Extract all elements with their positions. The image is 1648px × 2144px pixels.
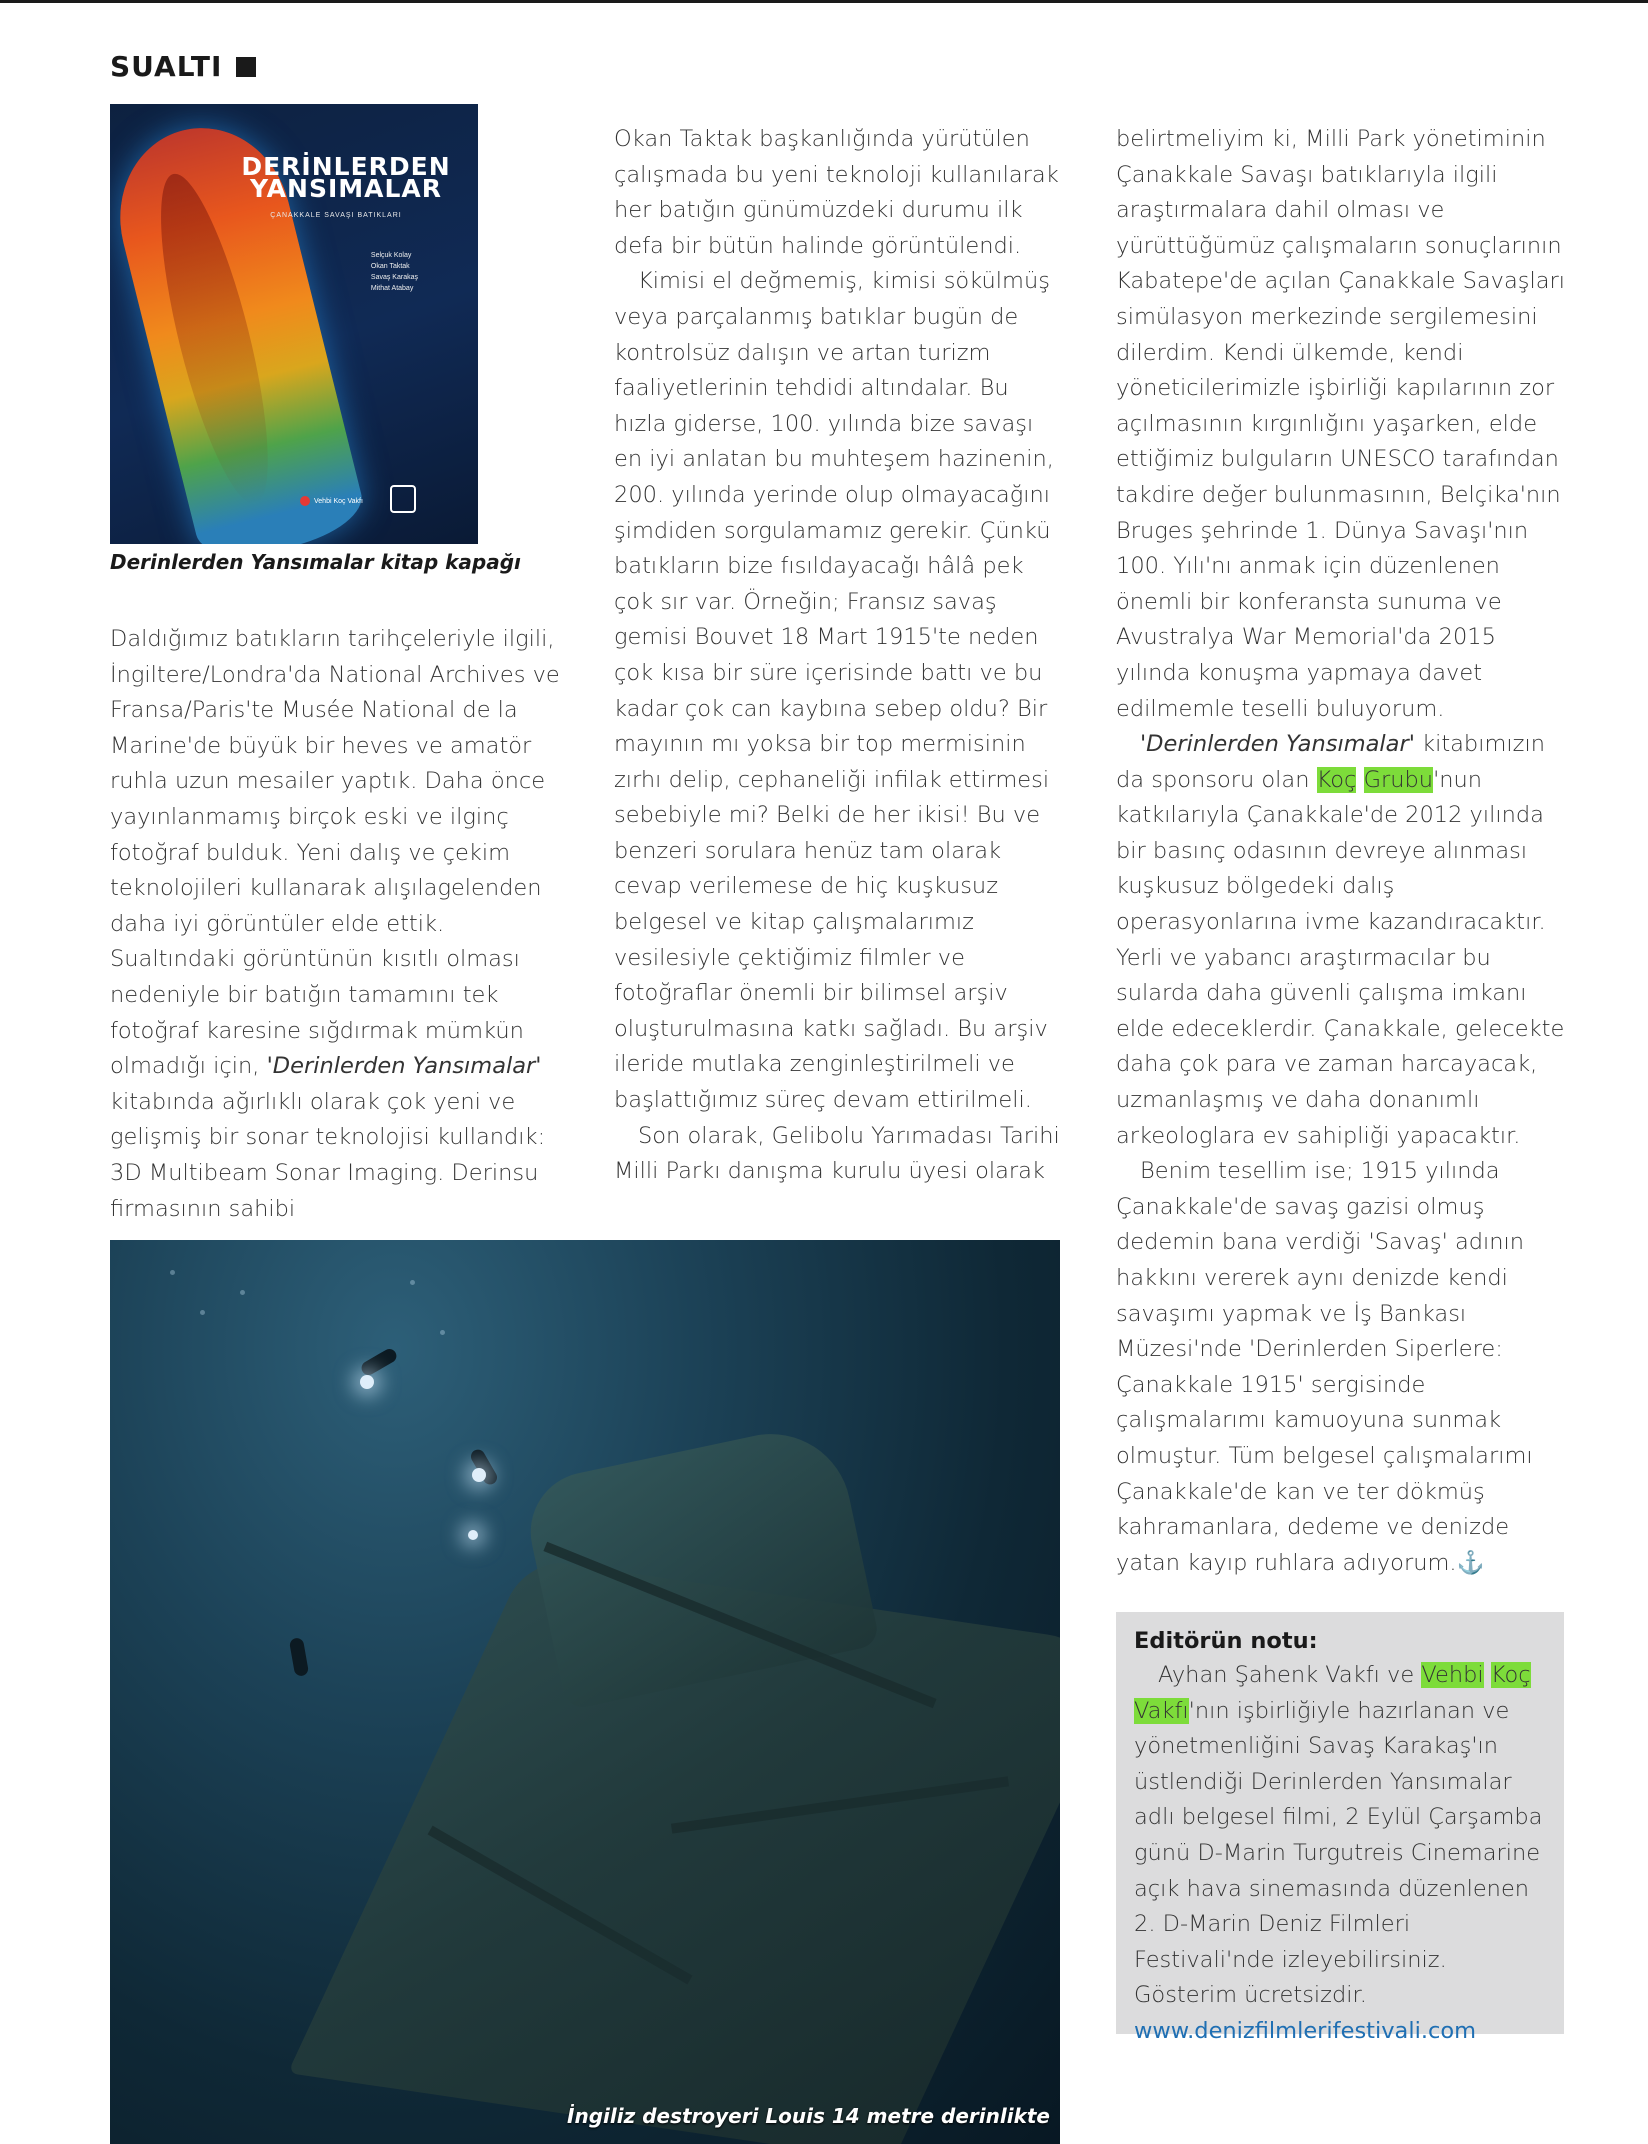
bubble xyxy=(170,1270,175,1275)
section-square-icon xyxy=(236,57,256,77)
highlight-space xyxy=(1356,767,1363,793)
column3-paragraph-3 xyxy=(1116,1154,1576,1581)
editor-note-text-b: 'nın işbirliğiyle hazırlanan ve yönetmenliğini Savaş Karakaş'ın üstlendiği Derinlerden Yansımalar adlı belgesel filmi, 2 Eylül Çarşamba günü D-Marin Turgutreis Cinemarine açık hava sinemasında düzenlenen 2. D-Marin Deniz Filmleri Festivali'nde izleyebilirsiniz. Gösterim ücretsizdir. xyxy=(1134,1697,1543,2009)
diver xyxy=(359,1346,399,1377)
editor-note-box xyxy=(1116,1612,1564,2044)
bubble xyxy=(410,1280,415,1285)
cover-author: Savaş Karakaş xyxy=(370,274,418,281)
column3-paragraph-2 xyxy=(1116,727,1576,1154)
cover-publisher-name: Vehbi Koç Vakfı xyxy=(314,497,363,505)
underwater-wreck-photo xyxy=(110,1240,1060,2144)
highlight-space xyxy=(1484,1662,1491,1688)
column1-paragraph xyxy=(110,622,560,1227)
diver xyxy=(289,1637,309,1677)
cover-author: Selçuk Kolay xyxy=(370,252,412,259)
editor-note-title: Editörün notu: xyxy=(1134,1628,1318,1654)
photo-caption: İngiliz destroyeri Louis 14 metre derinlikte xyxy=(567,2104,1050,2128)
bubble xyxy=(440,1330,445,1335)
cover-subtitle: ÇANAKKALE SAVAŞI BATIKLARI xyxy=(270,212,402,219)
diver-light xyxy=(472,1468,486,1482)
top-rule xyxy=(0,0,1648,3)
end-anchor-icon: ⚓ xyxy=(1456,1549,1485,1576)
diver xyxy=(468,1447,499,1487)
column3-paragraph-1: belirtmeliyim ki, Milli Park yönetiminin Çanakkale Savaşı batıklarıyla ilgili araştırmalara dahil olması ve yürüttüğümüz çalışmaların sonuçlarının Kabatepe'de açılan Çanakkale Savaşları simülasyon merkezinde sergilemesini dilerdim. Kendi ülkemde, kendi yöneticilerimizle işbirliği kapılarının zor açılmasının kırgınlığını yaşarken, elde ettiğimiz bulguların UNESCO tarafından takdire değer bulunmasının, Belçika'nın Bruges şehrinde 1. Dünya Savaşı'nın 100. Yılı'nı anmak için düzenlenen önemli bir konferansta sunuma ve Avustralya War Memorial'da 2015 yılında konuşma yapmaya davet edilmemle teselli buluyorum. xyxy=(1116,126,1566,722)
highlight-koc: Koç xyxy=(1316,766,1357,793)
column3-book-title: 'Derinlerden Yansımalar' xyxy=(1140,731,1415,758)
bubble xyxy=(200,1310,205,1315)
cover-partner-logo xyxy=(390,484,466,514)
cover-author: Mithat Atabay xyxy=(370,285,414,292)
column3-text-c: Benim tesellim ise; 1915 yılında Çanakkale'de savaş gazisi olmuş dedemin bana verdiği 'Savaş' adının hakkını vererek aynı denizde kendi savaşımı yapmak ve İş Bankası Müzesi'nde 'Derinlerden Siperlere: Çanakkale 1915' sergisinde çalışmalarımı kamuoyuna sunmak olmuştur. Tüm belgesel çalışmalarımı Çanakkale'de kan ve ter dökmüş kahramanlara, dedeme ve denizde yatan kayıp ruhlara adıyorum. xyxy=(1116,1158,1533,1576)
cover-author: Okan Taktak xyxy=(370,263,410,270)
column1-text-a: Daldığımız batıkların tarihçeleriyle ilgili, İngiltere/Londra'da National Archives ve Fransa/Paris'te Musée National de la Marine'de büyük bir heves ve amatör ruhla uzun mesailer yaptık. Daha önce yayınlanmamış birçok eski ve ilginç fotoğraf bulduk. Yeni dalış ve çekim teknolojileri kullanarak alışılagelenden daha iyi görüntüler elde ettik. Sualtındaki görüntünün kısıtlı olması nedeniyle bir batığın tamamını tek fotoğraf karesine sığdırmak mümkün olmadığı için, xyxy=(110,626,560,1080)
highlight-grubu: Grubu xyxy=(1363,766,1434,793)
column3-text-b: 'nun katkılarıyla Çanakkale'de 2012 yılında bir basınç odasının devreye alınması kuşkusuz bölgedeki dalış operasyonlarına ivme kazandıracaktır. Yerli ve yabancı araştırmacılar bu sularda daha güvenli çalışma imkanı elde edeceklerdir. Çanakkale, gelecekte daha çok para ve zaman harcayacak, uzmanlaşmış ve daha donanımlı arkeologlara ev sahipliği yapacaktır. xyxy=(1116,766,1565,1149)
column1-text-b: kitabında ağırlıklı olarak çok yeni ve gelişmiş bir sonar teknolojisi kullandık: 3D Multibeam Sonar Imaging. Derinsu firmasının sahibi xyxy=(110,1088,546,1222)
text-column-3 xyxy=(1116,122,1576,1581)
book-cover-image xyxy=(110,104,478,544)
column2-paragraph-2: Kimisi el değmemiş, kimisi sökülmüş veya parçalanmış batıklar bugün de kontrolsüz dalışın ve artan turizm faaliyetlerinin tehdidi altındalar. Bu hızla giderse, 100. yılında bize savaşı en iyi anlatan bu muhteşem hazinenin, 200. yılında yerinde olup olmayacağını şimdiden sorgulamamız gerekir. Çünkü batıkların bize fısıldayacağı hâlâ pek çok sır var. Örneğin; Fransız savaş gemisi Bouvet 18 Mart 1915'te neden çok kısa bir süre içerisinde battı ve bu kadar çok can kaybına sebep oldu? Bir mayının mı yoksa bir top mermisinin zırhı delip, cephaneliği infilak ettirmesi sebebiyle mi? Belki de her ikisi! Bu ve benzeri sorulara henüz tam olarak cevap verilemese de hiç kuşkusuz belgesel ve kitap çalışmalarımız vesilesiyle çektiğimiz filmler ve fotoğraflar önemli bir bilimsel arşiv oluşturulmasına katkı sağladı. Bu arşiv ileride mutlaka zenginleştirilmeli ve başlattığımız süreç devam ettirilmeli. xyxy=(614,268,1054,1114)
section-label xyxy=(110,50,256,83)
cover-title-line2: YANSIMALAR xyxy=(249,174,443,203)
cover-authors xyxy=(371,250,418,294)
diver-light xyxy=(468,1530,478,1540)
column2-paragraph-1: Okan Taktak başkanlığında yürütülen çalışmada bu yeni teknoloji kullanılarak her batığın günümüzdeki durumu ilk defa bir bütün halinde görüntülendi. xyxy=(614,126,1059,259)
column3-text-a: kitabımızın da sponsoru olan xyxy=(1116,731,1545,793)
cover-title-line1: DERİNLERDEN xyxy=(241,152,451,181)
cover-title xyxy=(236,152,456,203)
editor-note-body xyxy=(1134,1658,1550,2014)
bubble xyxy=(240,1290,245,1295)
cover-caption: Derinlerden Yansımalar kitap kapağı xyxy=(110,550,521,574)
diver-light xyxy=(360,1375,374,1389)
text-column-2 xyxy=(614,122,1064,1190)
festival-website-link[interactable]: www.denizfilmlerifestivali.com xyxy=(1134,2017,1477,2044)
editor-note-text-a: Ayhan Şahenk Vakfı ve xyxy=(1158,1662,1422,1688)
section-title: SUALTI xyxy=(110,50,223,83)
column2-paragraph-3: Son olarak, Gelibolu Yarımadası Tarihi Milli Parkı danışma kurulu üyesi olarak xyxy=(614,1122,1060,1185)
text-column-1 xyxy=(110,622,560,1227)
highlight-koc: Koç xyxy=(1490,1662,1531,1688)
highlight-vehbi: Vehbi xyxy=(1421,1662,1484,1688)
partner-logo-icon xyxy=(390,485,416,513)
highlight-vakfi: Vakfı xyxy=(1134,1697,1189,1724)
cover-publisher xyxy=(300,496,363,506)
publisher-logo-icon xyxy=(300,496,310,506)
column1-book-title: 'Derinlerden Yansımalar' xyxy=(266,1053,542,1080)
